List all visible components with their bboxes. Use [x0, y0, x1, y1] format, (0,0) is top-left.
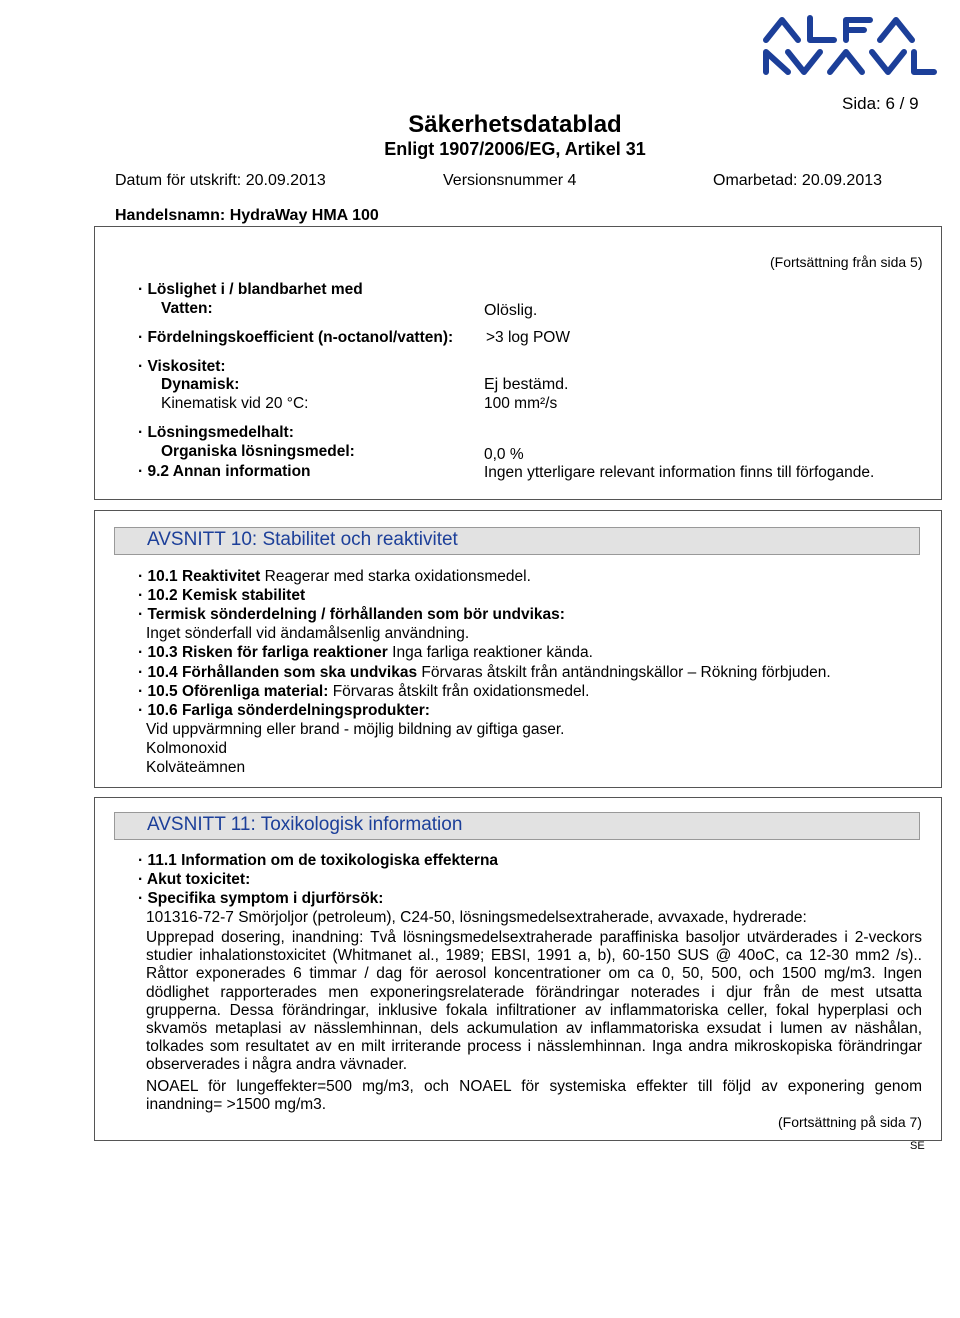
decomposition-products-label: · 10.6 Farliga sönderdelningsprodukter:	[138, 702, 430, 719]
section-10-heading-text: AVSNITT 10: Stabilitet och reaktivitet	[147, 529, 458, 550]
continued-from: (Fortsättning från sida 5)	[770, 254, 923, 270]
dynamic-value: Ej bestämd.	[484, 376, 569, 393]
chemical-stability-label: · 10.2 Kemisk stabilitet	[138, 587, 306, 604]
partition-label: · Fördelningskoefficient (n-octanol/vatten):	[138, 329, 454, 346]
solvent-label: · Lösningsmedelhalt:	[138, 424, 294, 441]
substance-line: 101316-72-7 Smörjoljor (petroleum), C24-50, lösningsmedelsextraherade, avvaxade, hydrerade:	[146, 909, 807, 926]
repeated-dose-paragraph: Upprepad dosering, inandning: Två lösningsmedelsextraherade paraffiniska basoljor utvärderades i 2-veckors studier inhalationstoxicitet (Whitmanet al., 1989; EBSI, 1991 a, b), 60-150 SUS @ 40oC, ca 12-30 mm2 /s).. Råttor exponerades 6 timmar / dag för aerosol koncentrationer om ca 0, 50, 500, och 1500 mg/m3. Ingen dödlighet rapporterades men exponeringsrelaterade förändringar noterades i djur från de mest utsatta grupperna. Dessa förändringar, inklusive fokala infiltrationer av inflammatoriska celler, fokal hyperplasi och skvamös metaplasi av nässlemhinnan, dels ackumulation av inflammatoriska exsudat i lumen av näshålan, tolkades som resultatet av en milt irriterande process i nässlemhinnan. Inga andra mikroskopiska förändringar observerades i några andra vävnader.	[146, 929, 922, 1074]
noael-paragraph: NOAEL för lungeffekter=500 mg/m3, och NOAEL för systemiska effekter till följd av exponering genom inandning= >1500 mg/m3.	[146, 1078, 922, 1114]
language-code: SE	[910, 1140, 925, 1152]
trade-name: Handelsnamn: HydraWay HMA 100	[115, 207, 379, 224]
section-11-heading	[114, 812, 920, 840]
viscosity-label: · Viskositet:	[138, 358, 226, 375]
thermal-decomposition-label: · Termisk sönderdelning / förhållanden som bör undvikas:	[138, 606, 565, 623]
water-value: Olöslig.	[484, 302, 538, 319]
conditions-to-avoid-row: · 10.4 Förhållanden som ska undvikas Förvaras åtskilt från antändningskällor – Rökning förbjuden.	[138, 664, 831, 681]
decomposition-line-2: Kolmonoxid	[146, 740, 227, 757]
continued-to: (Fortsättning på sida 7)	[778, 1114, 922, 1130]
thermal-decomposition-value: Inget sönderfall vid ändamålsenlig användning.	[146, 625, 470, 642]
organic-value: 0,0 %	[484, 446, 524, 463]
section-11-heading-text: AVSNITT 11: Toxikologisk information	[147, 814, 463, 835]
incompatible-materials-row: · 10.5 Oförenliga material: Förvaras åtskilt från oxidationsmedel.	[138, 683, 590, 700]
alfa-laval-logo	[758, 10, 938, 85]
acute-toxicity-label: · Akut toxicitet:	[138, 871, 251, 888]
hazardous-reactions-row: · 10.3 Risken för farliga reaktioner Inga farliga reaktioner kända.	[138, 644, 593, 661]
decomposition-line-1: Vid uppvärmning eller brand - möjlig bildning av giftiga gaser.	[146, 721, 565, 738]
kinematic-label: Kinematisk vid 20 °C:	[161, 395, 309, 412]
reactivity-row: · 10.1 Reaktivitet Reagerar med starka oxidationsmedel.	[138, 568, 531, 585]
print-date: Datum för utskrift: 20.09.2013	[115, 172, 326, 189]
dynamic-label: Dynamisk:	[161, 376, 240, 393]
decomposition-line-3: Kolväteämnen	[146, 759, 246, 776]
organic-label: Organiska lösningsmedel:	[161, 443, 355, 460]
kinematic-value: 100 mm²/s	[484, 395, 558, 412]
section-10-heading	[114, 527, 920, 555]
toxicological-info-label: · 11.1 Information om de toxikologiska effekterna	[138, 852, 499, 869]
document-subtitle: Enligt 1907/2006/EG, Artikel 31	[384, 139, 646, 159]
document-title: Säkerhetsdatablad	[408, 111, 622, 138]
water-label: Vatten:	[161, 300, 213, 317]
version-number: Versionsnummer 4	[443, 172, 577, 189]
other-info-label: · 9.2 Annan information	[138, 463, 311, 480]
page-number: Sida: 6 / 9	[842, 94, 919, 113]
other-info-value: Ingen ytterligare relevant information finns till förfogande.	[484, 464, 875, 481]
animal-symptoms-label: · Specifika symptom i djurförsök:	[138, 890, 384, 907]
partition-value: >3 log POW	[486, 329, 570, 346]
revised-date: Omarbetad: 20.09.2013	[713, 172, 883, 189]
solubility-label: · Löslighet i / blandbarhet med	[138, 281, 363, 298]
